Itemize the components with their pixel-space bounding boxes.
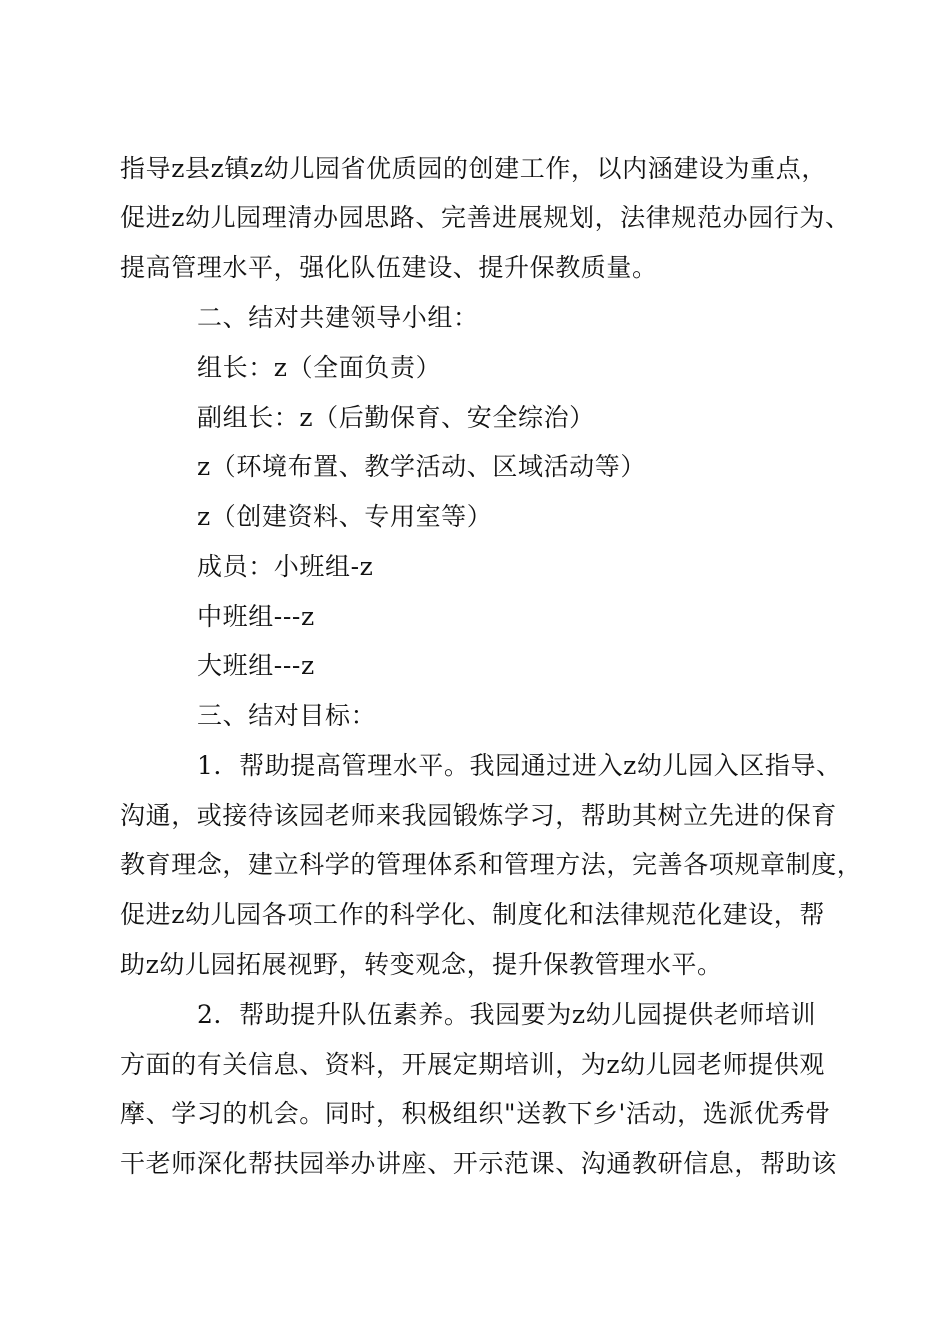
body-text-line: 方面的有关信息、资料，开展定期培训，为z幼儿园老师提供观 (120, 1050, 825, 1079)
list-item: 副组长：z（后勤保育、安全综治） (197, 403, 595, 432)
list-item: 组长：z（全面负责） (197, 353, 442, 382)
body-text-line: 教育理念，建立科学的管理体系和管理方法，完善各项规章制度， (120, 850, 863, 879)
body-text-line: 提高管理水平，强化队伍建设、提升保教质量。 (120, 253, 658, 282)
section-heading: 二、结对共建领导小组： (197, 303, 479, 332)
body-text-line: 干老师深化帮扶园举办讲座、开示范课、沟通教研信息，帮助该 (120, 1149, 837, 1178)
list-item: 中班组---z (197, 602, 315, 631)
list-item: z（创建资料、专用室等） (197, 502, 493, 531)
paragraph-first-line: 1．帮助提高管理水平。我园通过进入z幼儿园入区指导、 (197, 751, 842, 780)
body-text-line: 促进z幼儿园各项工作的科学化、制度化和法律规范化建设，帮 (120, 900, 825, 929)
section-heading: 三、结对目标： (197, 701, 377, 730)
paragraph-first-line: 2．帮助提升队伍素养。我园要为z幼儿园提供老师培训 (197, 1000, 817, 1029)
body-text-line: 沟通，或接待该园老师来我园锻炼学习，帮助其树立先进的保育 (120, 801, 837, 830)
body-text-line: 摩、学习的机会。同时，积极组织"送教下乡'活动，选派优秀骨 (120, 1099, 831, 1128)
list-item: z（环境布置、教学活动、区域活动等） (197, 452, 646, 481)
body-text-line: 助z幼儿园拓展视野，转变观念，提升保教管理水平。 (120, 950, 723, 979)
list-item: 成员：小班组-z (197, 552, 374, 581)
list-item: 大班组---z (197, 651, 315, 680)
body-text-line: 促进z幼儿园理清办园思路、完善进展规划，法律规范办园行为、 (120, 203, 851, 232)
body-text-line: 指导z县z镇z幼儿园省优质园的创建工作，以内涵建设为重点， (120, 154, 827, 183)
